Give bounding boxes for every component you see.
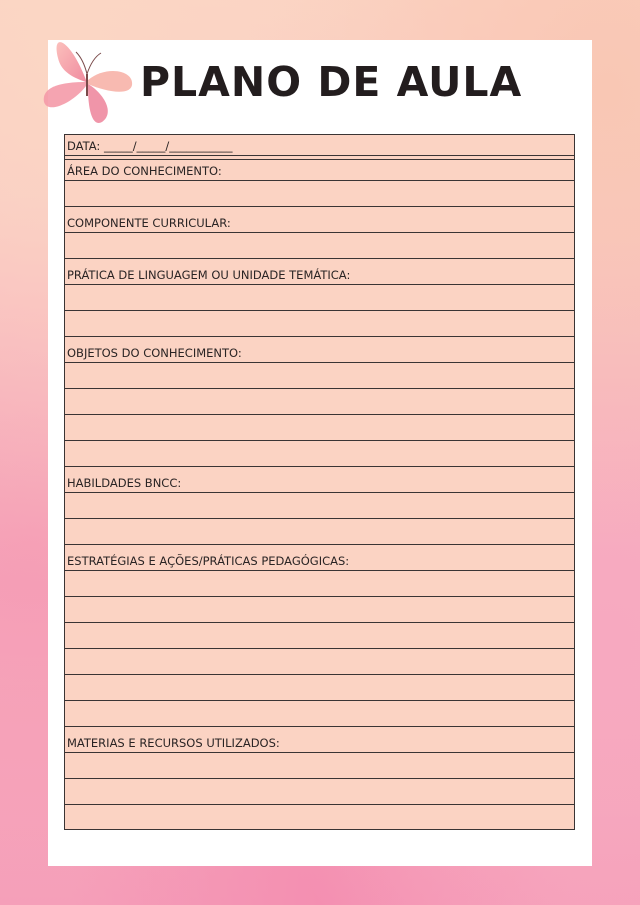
- section-componente-row[interactable]: [65, 207, 574, 233]
- section-pratica-label: PRÁTICA DE LINGUAGEM OU UNIDADE TEMÁTICA:: [67, 268, 351, 282]
- section-objetos-row[interactable]: [65, 337, 574, 363]
- blank-line[interactable]: [65, 493, 574, 519]
- section-objetos-label: OBJETOS DO CONHECIMENTO:: [67, 346, 242, 360]
- blank-line[interactable]: [65, 415, 574, 441]
- blank-line[interactable]: [65, 779, 574, 805]
- blank-line[interactable]: [65, 181, 574, 207]
- section-habilidades-label: HABILDADES BNCC:: [67, 476, 182, 490]
- blank-line[interactable]: [65, 519, 574, 545]
- blank-line[interactable]: [65, 701, 574, 727]
- blank-line[interactable]: [65, 623, 574, 649]
- blank-line[interactable]: [65, 753, 574, 779]
- section-estrategias-label: ESTRATÉGIAS E AÇÕES/PRÁTICAS PEDAGÓGICAS:: [67, 554, 350, 568]
- blank-line[interactable]: [65, 675, 574, 701]
- section-materiais-label: MATERIAS E RECURSOS UTILIZADOS:: [67, 736, 280, 750]
- section-area-label: ÁREA DO CONHECIMENTO:: [67, 164, 222, 178]
- blank-line[interactable]: [65, 311, 574, 337]
- section-habilidades-row[interactable]: [65, 467, 574, 493]
- blank-line[interactable]: [65, 649, 574, 675]
- lesson-plan-form: [64, 134, 575, 830]
- page-title: PLANO DE AULA: [140, 58, 523, 106]
- blank-line[interactable]: [65, 363, 574, 389]
- blank-line[interactable]: [65, 389, 574, 415]
- blank-line[interactable]: [65, 597, 574, 623]
- section-area-row[interactable]: [65, 160, 574, 181]
- blank-line[interactable]: [65, 285, 574, 311]
- date-label: DATA: _____/_____/___________: [67, 139, 233, 153]
- section-materiais-row[interactable]: [65, 727, 574, 753]
- blank-line[interactable]: [65, 805, 574, 828]
- blank-line[interactable]: [65, 233, 574, 259]
- section-componente-label: COMPONENTE CURRICULAR:: [67, 216, 231, 230]
- section-pratica-row[interactable]: [65, 259, 574, 285]
- section-estrategias-row[interactable]: [65, 545, 574, 571]
- blank-line[interactable]: [65, 571, 574, 597]
- blank-line[interactable]: [65, 441, 574, 467]
- butterfly-icon: [36, 30, 140, 134]
- date-row[interactable]: [65, 135, 574, 156]
